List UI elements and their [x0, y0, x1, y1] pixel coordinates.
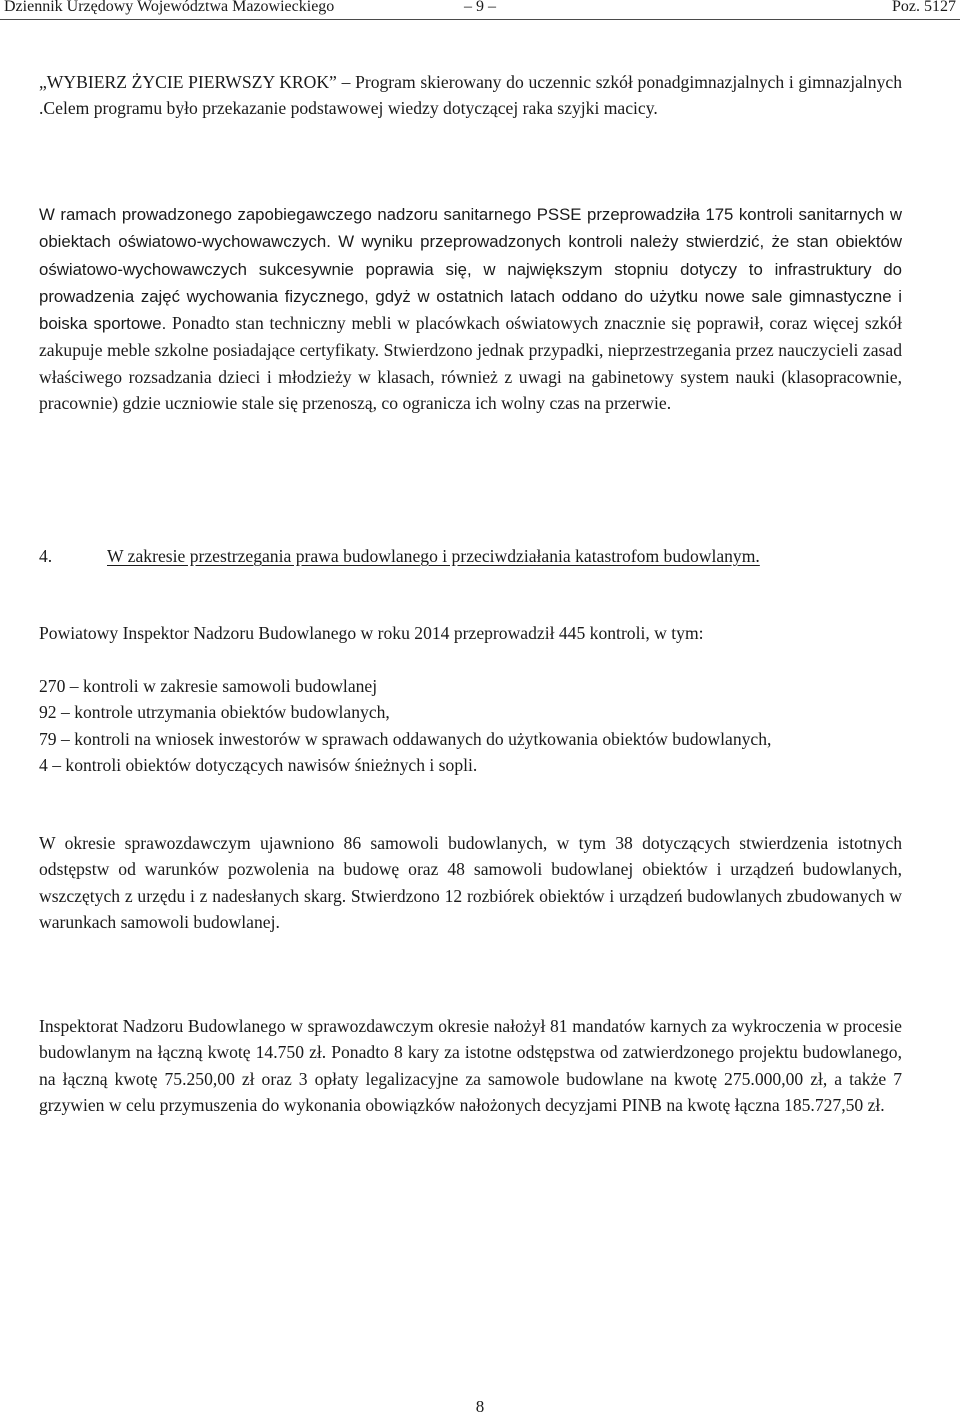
sanitary-inspection-text-serif: Ponadto stan techniczny mebli w placówkach oświatowych znacznie się poprawił, coraz więcej szkół zakupuje meble szkolne posiadające certyfikaty. Stwierdzono jednak przypadki, nieprzestrzegania przez nauczycieli zasad właściwego rozsadzania dzieci i młodzieży w klasach, również z uwagi na gabinetowy system nauki (klasopracownie, pracownie) gdzie uczniowie stale się przenoszą, co ogranicza ich wolny czas na przerwie.	[39, 313, 902, 414]
list-item: 4 – kontroli obiektów dotyczących nawisów śnieżnych i sopli.	[39, 754, 478, 775]
unauthorized-construction-paragraph: W okresie sprawozdawczym ujawniono 86 samowoli budowlanych, w tym 38 dotyczących stwierdzenia istotnych odstępstw od warunków pozwolenia na budowę oraz 48 samowoli budowlanej obiektów i urządzeń budowlanych, wszczętych z urzędu i z nadesłanych skarg. Stwierdzono 12 rozbiórek obiektów i urządzeń budowlanych zbudowanych w warunkach samowoli budowlanej.	[39, 833, 902, 932]
program-paragraph: „WYBIERZ ŻYCIE PIERWSZY KROK” – Program skierowany do uczennic szkół ponadgimnazjalnych i gimnazjalnych .Celem programu było przekazanie podstawowej wiedzy dotyczącej raka szyjki macicy.	[39, 72, 902, 119]
sanitary-inspection-text-sans: W ramach prowadzonego zapobiegawczego nadzoru sanitarnego PSSE przeprowadziła 175 kontroli sanitarnych w obiektach oświatowo-wychowawczych. W wyniku przeprowadzonych kontroli należy stwierdzić, że stan obiektów oświatowo-wychowawczych sukcesywnie poprawia się, w największym stopniu dotyczy to infrastruktury do prowadzenia zajęć wychowania fizycznego, gdyż w ostatnich latach oddano do użytku nowe sale gimnastyczne i boiska sportowe.	[39, 205, 902, 334]
section-number: 4.	[39, 546, 53, 566]
page-number: 8	[475, 1397, 485, 1416]
list-item: 92 – kontrole utrzymania obiektów budowlanych,	[39, 702, 390, 723]
position-number: Poz. 5127	[892, 0, 956, 15]
list-item: 270 – kontroli w zakresie samowoli budowlanej	[39, 676, 378, 696]
inspections-summary-paragraph: Powiatowy Inspektor Nadzoru Budowlanego w roku 2014 przeprowadził 445 kontroli, w tym:	[39, 623, 704, 643]
inspections-list	[39, 673, 902, 778]
sanitary-inspection-paragraph	[39, 201, 902, 416]
page-header	[0, 0, 960, 24]
journal-title: Dziennik Urzędowy Województwa Mazowieckiego	[4, 0, 335, 15]
list-item: 79 – kontroli na wniosek inwestorów w sprawach oddawanych do użytkowania obiektów budowlanych,	[39, 728, 772, 749]
header-divider	[0, 19, 960, 20]
section-title: W zakresie przestrzegania prawa budowlanego i przeciwdziałania katastrofom budowlanym.	[107, 546, 760, 566]
fines-paragraph: Inspektorat Nadzoru Budowlanego w sprawozdawczym okresie nałożył 81 mandatów karnych za wykroczenia w procesie budowlanym na łączną kwotę 14.750 zł. Ponadto 8 kary za istotne odstępstwa od zatwierdzonego projektu budowlanego, na łączną kwotę 75.250,00 zł oraz 3 opłaty legalizacyjne za samowole budowlane na kwotę 275.000,00 zł, a także 7 grzywien w celu przymuszenia do wykonania obowiązków nałożonych decyzjami PINB na kwotę łączna 185.727,50 zł.	[39, 1016, 902, 1115]
header-page-marker: – 9 –	[464, 0, 496, 15]
